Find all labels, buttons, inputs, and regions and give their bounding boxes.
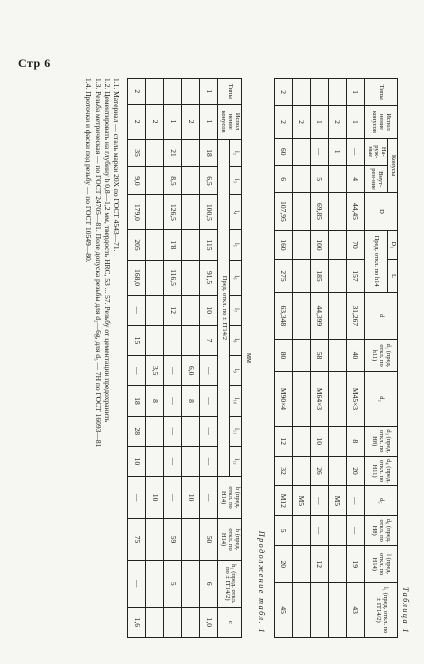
- table1-cell-outer: —: [346, 138, 364, 165]
- note-4: 1.4. Проточки и фаски под резьбу — по ГОСТ 10549—80.: [84, 78, 94, 263]
- table2-cell-l9: —: [128, 356, 146, 386]
- table1-cell-inner: [328, 165, 346, 192]
- table1-cell-l1: [292, 583, 310, 638]
- table2-cell-l9: 3,5: [146, 356, 164, 386]
- header-outer: На-руж-ные: [364, 138, 387, 165]
- table1-cell-inner: 5: [310, 165, 328, 192]
- table1-cell-d6: [328, 516, 346, 546]
- table1-cell-d4: [292, 456, 310, 486]
- table2-cell-b: —: [128, 477, 146, 519]
- table2-body: [128, 79, 218, 638]
- table-2: [127, 78, 241, 638]
- table2-cell-h: [146, 519, 164, 561]
- table2-cell-l6: 168,0: [128, 260, 146, 295]
- table2-row: [200, 79, 218, 638]
- table1-cell-D1: 100: [310, 230, 328, 260]
- table2-cell-l3: [182, 167, 200, 195]
- table1-caption: Таблица 1: [401, 586, 410, 634]
- table2-cell-exec: 1: [164, 104, 182, 139]
- table1-cell-l1: [328, 583, 346, 638]
- table2-cell-l9: 6,0: [182, 356, 200, 386]
- table2-cell-l8: 15: [128, 325, 146, 355]
- table2-cell-l8: 7: [200, 325, 218, 355]
- table2-cell-l8: [182, 325, 200, 355]
- t2-header-l11: l₁₁: [230, 416, 242, 446]
- table1-cell-d5: M5: [292, 486, 310, 516]
- t2-header-l9: l₉: [230, 356, 242, 386]
- table2-cell-l4: 100,5: [200, 195, 218, 230]
- header-inner: Внут-рен-ние: [364, 165, 387, 192]
- table1-cell-d5: M12: [274, 486, 292, 516]
- unit-label: мм: [244, 352, 254, 364]
- table2-cell-l2: 35: [128, 139, 146, 167]
- table2-cell-l4: [146, 195, 164, 230]
- table2-cell-l12: [146, 446, 164, 476]
- table2-cell-l2: [182, 139, 200, 167]
- table2-cell-l12: [182, 446, 200, 476]
- table1-cell-outer: 60: [274, 138, 292, 165]
- table1-cell-d6: —: [346, 516, 364, 546]
- table1-cell-L: [292, 260, 310, 292]
- table2-cell-b: 10: [146, 477, 164, 519]
- table2-cell-l3: 6,5: [200, 167, 218, 195]
- t2-header-l10: l₁₀: [230, 386, 242, 416]
- table2-cell-type: [164, 79, 182, 105]
- t2-header-b: b (пред. откл. по H14): [218, 477, 241, 519]
- table1-cell-type: [292, 79, 310, 106]
- table2-cell-l12: 10: [128, 446, 146, 476]
- table2-cell-l7: [182, 295, 200, 325]
- t2-header-type: Типы: [218, 79, 241, 105]
- table2-cell-l10: 8: [182, 386, 200, 416]
- table2-cell-h: [182, 519, 200, 561]
- notes: [84, 78, 122, 638]
- table1-cell-d2: [328, 372, 346, 427]
- table2-row: [182, 79, 200, 638]
- table1-cell-outer: [292, 138, 310, 165]
- table1-cell-l: [292, 546, 310, 583]
- header-d5: d₅: [364, 486, 397, 516]
- t2-header-l5: l₅: [230, 230, 242, 260]
- table1-cell-d4: [328, 456, 346, 486]
- table2-cell-c: 1,6: [128, 607, 146, 637]
- table2-cell-h1: 5: [164, 561, 182, 608]
- table2-row: [128, 79, 146, 638]
- table1-cell-D1: [292, 230, 310, 260]
- table2-cell-l7: 12: [164, 295, 182, 325]
- table1-cell-l1: 43: [346, 583, 364, 638]
- header-l: l (пред. откл. по H14): [364, 546, 397, 583]
- table2-cell-c: [164, 607, 182, 637]
- table1-cell-d: [328, 292, 346, 339]
- table-1: [274, 78, 398, 638]
- table2-cell-h1: [182, 561, 200, 608]
- table1-cell-d5: —: [346, 486, 364, 516]
- table2-cell-l5: [146, 230, 164, 260]
- table1-cell-exec: 2: [292, 106, 310, 138]
- table1-cell-exec: 2: [328, 106, 346, 138]
- t2-header-c: c: [218, 607, 241, 637]
- table2-cell-h: 50: [200, 519, 218, 561]
- table1-cell-d: [292, 292, 310, 339]
- table2-cell-exec: 2: [128, 104, 146, 139]
- header-d3: d₃ (пред. откл. по H8): [364, 426, 397, 456]
- table2-cell-l10: —: [164, 386, 182, 416]
- table2-cell-l6: [146, 260, 164, 295]
- t2-header-l2: l₂: [230, 139, 242, 167]
- table1-cell-d3: 8: [346, 426, 364, 456]
- table2-row: [146, 79, 164, 638]
- table2-cell-l2: [146, 139, 164, 167]
- table1-cell-d5: M5: [328, 486, 346, 516]
- table1-cell-type: [328, 79, 346, 106]
- note-2: 1.2. Цементировать на глубину h 0,8—1,2 мм, твердость HRC, 53 ... 57. Резьбу от цементации предохранить: [102, 78, 112, 423]
- table2-cell-h: 75: [128, 519, 146, 561]
- table2-cell-l10: 8: [146, 386, 164, 416]
- table2-cell-l11: 28: [128, 416, 146, 446]
- table1-cell-d5: —: [310, 486, 328, 516]
- note-3: 1.3. Резьба метрическая — по ГОСТ 24705—81. Поле допуска резьбы для d₂—6g, для d₅ — 7H по ГОСТ 16093—81: [93, 78, 103, 448]
- table2-cell-l11: [146, 416, 164, 446]
- table2-cell-l6: 116,5: [164, 260, 182, 295]
- table1-cell-d: 31,267: [346, 292, 364, 339]
- table1-cell-inner: 6: [274, 165, 292, 192]
- table1-cell-L: 185: [310, 260, 328, 292]
- table1-cell-l: 19: [346, 546, 364, 583]
- table1-cell-d4: 20: [346, 456, 364, 486]
- table2-cell-l11: —: [164, 416, 182, 446]
- table2-cell-c: [146, 607, 164, 637]
- table1-cell-d1: 58: [310, 339, 328, 371]
- table2-cell-b: —: [164, 477, 182, 519]
- table2-cell-l12: —: [200, 446, 218, 476]
- t2-header-execution: Испол нение конусов: [218, 104, 241, 139]
- table1-cell-exec: 1: [310, 106, 328, 138]
- table1-cell-L: 157: [346, 260, 364, 292]
- table2-cell-exec: 1: [200, 104, 218, 139]
- table1-cell-D1: 70: [346, 230, 364, 260]
- t2-header-h1: h₁ (пред. откл. по ± IT14/2): [218, 561, 241, 608]
- table2-cell-l7: 10: [200, 295, 218, 325]
- table2-cell-type: [182, 79, 200, 105]
- table2-cell-l8: [146, 325, 164, 355]
- t2-header-l8: l₈: [230, 325, 242, 355]
- table1-cell-d2: M64×3: [310, 372, 328, 427]
- table1-cell-inner: [292, 165, 310, 192]
- table1-cell-d4: 32: [274, 456, 292, 486]
- table1-cell-d3: [328, 426, 346, 456]
- table1-cell-exec: 2: [274, 106, 292, 138]
- table1-cell-D: [328, 193, 346, 230]
- table2-cell-h: 59: [164, 519, 182, 561]
- table1-cell-type: [310, 79, 328, 106]
- table1-cell-d4: 26: [310, 456, 328, 486]
- table1-cell-d3: 12: [274, 426, 292, 456]
- t2-header-l7: l₇: [230, 295, 242, 325]
- header-d4: d₄ (пред. откл. по H11): [364, 456, 397, 486]
- table2-cell-c: 1,0: [200, 607, 218, 637]
- table1-cell-type: 1: [346, 79, 364, 106]
- table2-cell-l9: —: [200, 356, 218, 386]
- table1-cell-d: 63,348: [274, 292, 292, 339]
- table2-cell-h1: —: [128, 561, 146, 608]
- table2-cell-l7: —: [128, 295, 146, 325]
- t2-header-l4: l₄: [230, 195, 242, 230]
- table1-cell-d3: 10: [310, 426, 328, 456]
- table2-cell-l2: 21: [164, 139, 182, 167]
- table1-cell-d3: [292, 426, 310, 456]
- table1-row: [274, 79, 292, 638]
- table1-cell-l: [328, 546, 346, 583]
- table1-row: [310, 79, 328, 638]
- table1-body: [274, 79, 364, 638]
- header-type: Типы: [364, 79, 397, 106]
- table1-cell-d1: [292, 339, 310, 371]
- header-cones: Конусы: [388, 138, 398, 193]
- table1-cell-d1: 80: [274, 339, 292, 371]
- table1-cell-l1: [310, 583, 328, 638]
- header-D1: D₁: [388, 230, 398, 260]
- table1-cell-l: 12: [310, 546, 328, 583]
- table2-cell-l3: [146, 167, 164, 195]
- table1-cell-D: 69,85: [310, 193, 328, 230]
- header-D: D: [364, 193, 397, 230]
- table2-cell-l2: 18: [200, 139, 218, 167]
- table2-cell-b: 10: [182, 477, 200, 519]
- header-d: d: [364, 292, 397, 339]
- table1-cell-d6: —: [310, 516, 328, 546]
- header-d2: d₂: [364, 372, 397, 427]
- table2-cell-l12: —: [164, 446, 182, 476]
- table1-row: [346, 79, 364, 638]
- table2-cell-l5: 1'8: [164, 230, 182, 260]
- table2-cell-l11: —: [200, 416, 218, 446]
- table1-cell-exec: 1: [346, 106, 364, 138]
- table1-cell-d: 44,399: [310, 292, 328, 339]
- table1-row: [292, 79, 310, 638]
- table2-cell-l5: [182, 230, 200, 260]
- table2-cell-b: —: [200, 477, 218, 519]
- table2-cell-h1: 6: [200, 561, 218, 608]
- table2-cell-l7: [146, 295, 164, 325]
- table1-cell-D1: 160: [274, 230, 292, 260]
- table1-cell-d2: M45×3: [346, 372, 364, 427]
- table2-row: [164, 79, 182, 638]
- table1-cell-l1: 45: [274, 583, 292, 638]
- header-d6: d₆ (пред. откл. по H8): [364, 516, 397, 546]
- table2-cell-type: 1: [200, 79, 218, 105]
- t2-header-h: h (пред. откл. по H14): [218, 519, 241, 561]
- table1-cell-type: 2: [274, 79, 292, 106]
- table2-cell-l3: 9,0: [128, 167, 146, 195]
- table1-cell-D: 107,95: [274, 193, 292, 230]
- table2-cell-exec: 2: [146, 104, 164, 139]
- table1-cell-l: 20: [274, 546, 292, 583]
- header-execution: Испол нение конусов: [364, 106, 397, 138]
- t2-header-l6: l₆: [230, 260, 242, 295]
- table1-cell-L: 275: [274, 260, 292, 292]
- table1-cell-D: 44,45: [346, 193, 364, 230]
- t2-header-tol: Пред. откл. по ± IT14/2: [218, 139, 230, 477]
- table2-cell-l10: —: [200, 386, 218, 416]
- page-number-label: Стр 6: [18, 56, 51, 70]
- t2-header-l3: l₃: [230, 167, 242, 195]
- table1-cell-D: [292, 193, 310, 230]
- table1-cell-D1: [328, 230, 346, 260]
- table2-cell-type: [146, 79, 164, 105]
- table2-cell-l4: 126,5: [164, 195, 182, 230]
- table2-cell-h1: [146, 561, 164, 608]
- table2-cell-l10: 18: [128, 386, 146, 416]
- table2-cell-l11: [182, 416, 200, 446]
- table2-cell-c: [182, 607, 200, 637]
- table2-cell-type: 2: [128, 79, 146, 105]
- table1-cell-d2: M90×4: [274, 372, 292, 427]
- table2-caption: Продолжение табл. 1: [256, 530, 266, 634]
- note-1: 1.1. Материал — сталь марки 20Х по ГОСТ 4543—71.: [112, 78, 122, 252]
- table2-cell-l6: [182, 260, 200, 295]
- table1-cell-d1: [328, 339, 346, 371]
- table1-cell-d1: 40: [346, 339, 364, 371]
- t2-header-l12: l₁₂: [230, 446, 242, 476]
- header-d1: d₁ (пред. откл. по h11): [364, 339, 397, 371]
- table1-cell-outer: 1: [328, 138, 346, 165]
- table1-cell-d6: [292, 516, 310, 546]
- table2-cell-l4: 179,0: [128, 195, 146, 230]
- table2-cell-l9: —: [164, 356, 182, 386]
- table2-cell-l5: 115: [200, 230, 218, 260]
- header-tol-h14: Пред. откл. по h14: [364, 230, 387, 292]
- header-L: L: [388, 260, 398, 292]
- rotated-content: [84, 78, 410, 638]
- table1-cell-inner: 4: [346, 165, 364, 192]
- table1-cell-outer: —: [310, 138, 328, 165]
- table2-cell-l8: [164, 325, 182, 355]
- table1-row: [328, 79, 346, 638]
- table2-cell-l3: 8,5: [164, 167, 182, 195]
- table1-cell-d6: 5: [274, 516, 292, 546]
- table2-cell-exec: 2: [182, 104, 200, 139]
- table2-cell-l5: 205: [128, 230, 146, 260]
- header-l1: l₁ (пред. откл. по ± IT14/2): [364, 583, 397, 638]
- table1-cell-L: [328, 260, 346, 292]
- table2-cell-l4: [182, 195, 200, 230]
- table2-cell-l6: 91,5: [200, 260, 218, 295]
- table1-cell-d2: [292, 372, 310, 427]
